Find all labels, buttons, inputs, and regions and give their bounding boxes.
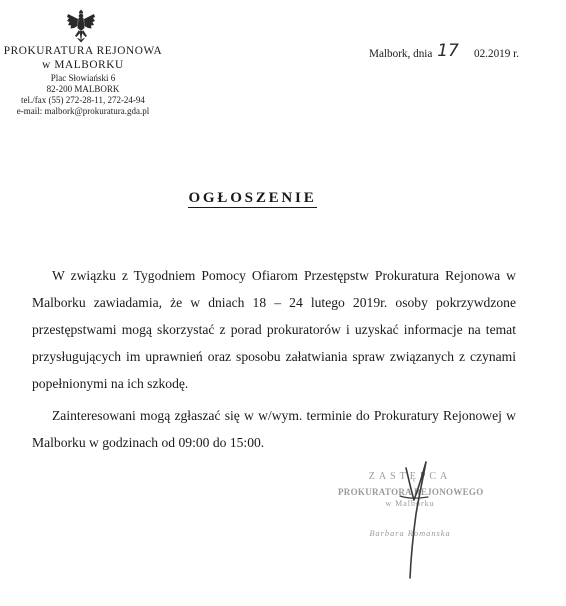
stamp-line-city: w Malborku: [385, 499, 435, 508]
body-paragraph-1: W związku z Tygodniem Pomocy Ofiarom Przestępstw Prokuratura Rejonowa w Malborku zawiadamia, że w dniach 18 – 24 lutego 2019r. osoby pokrzywdzone przestępstwami mogą skorzystać z porad prokuratorów i uzyskać informacje na temat przysługujących im uprawnień oraz sposobu załatwiania spraw związanych z czynami popełnionymi na ich szkodę.: [32, 268, 516, 391]
date-rest: 02.2019 r.: [473, 48, 520, 60]
date-prefix: Malbork, dnia: [369, 48, 433, 60]
institution-header: [0, 44, 166, 117]
phone-fax: tel./fax (55) 272-28-11, 272-24-94: [21, 95, 145, 105]
stamp-line-title: ZASTĘPCA: [368, 471, 452, 482]
document-date: [369, 41, 520, 61]
body-paragraph-2: Zainteresowani mogą zgłaszać się w w/wym. terminie do Prokuratury Rejonowej w Malborku w godzinach od 09:00 do 15:00.: [32, 408, 516, 450]
address-street: Plac Słowiański 6: [50, 73, 116, 83]
institution-name: PROKURATURA REJONOWA: [3, 45, 163, 57]
title-text: OGŁOSZENIE: [188, 190, 317, 206]
email: e-mail: malbork@prokuratura.gda.pl: [16, 106, 150, 116]
institution-city: w MALBORKU: [42, 59, 124, 71]
polish-eagle-icon: [66, 9, 96, 43]
stamp-line-office: PROKURATORA REJONOWEGO: [338, 487, 484, 497]
handwritten-day: 17: [437, 41, 459, 61]
document-body: [32, 262, 516, 456]
handwritten-signature-icon: [356, 456, 456, 586]
stamp-line-name: Barbara Romanska: [369, 529, 451, 538]
address-postal: 82-200 MALBORK: [46, 84, 120, 94]
document-title: [0, 190, 505, 207]
